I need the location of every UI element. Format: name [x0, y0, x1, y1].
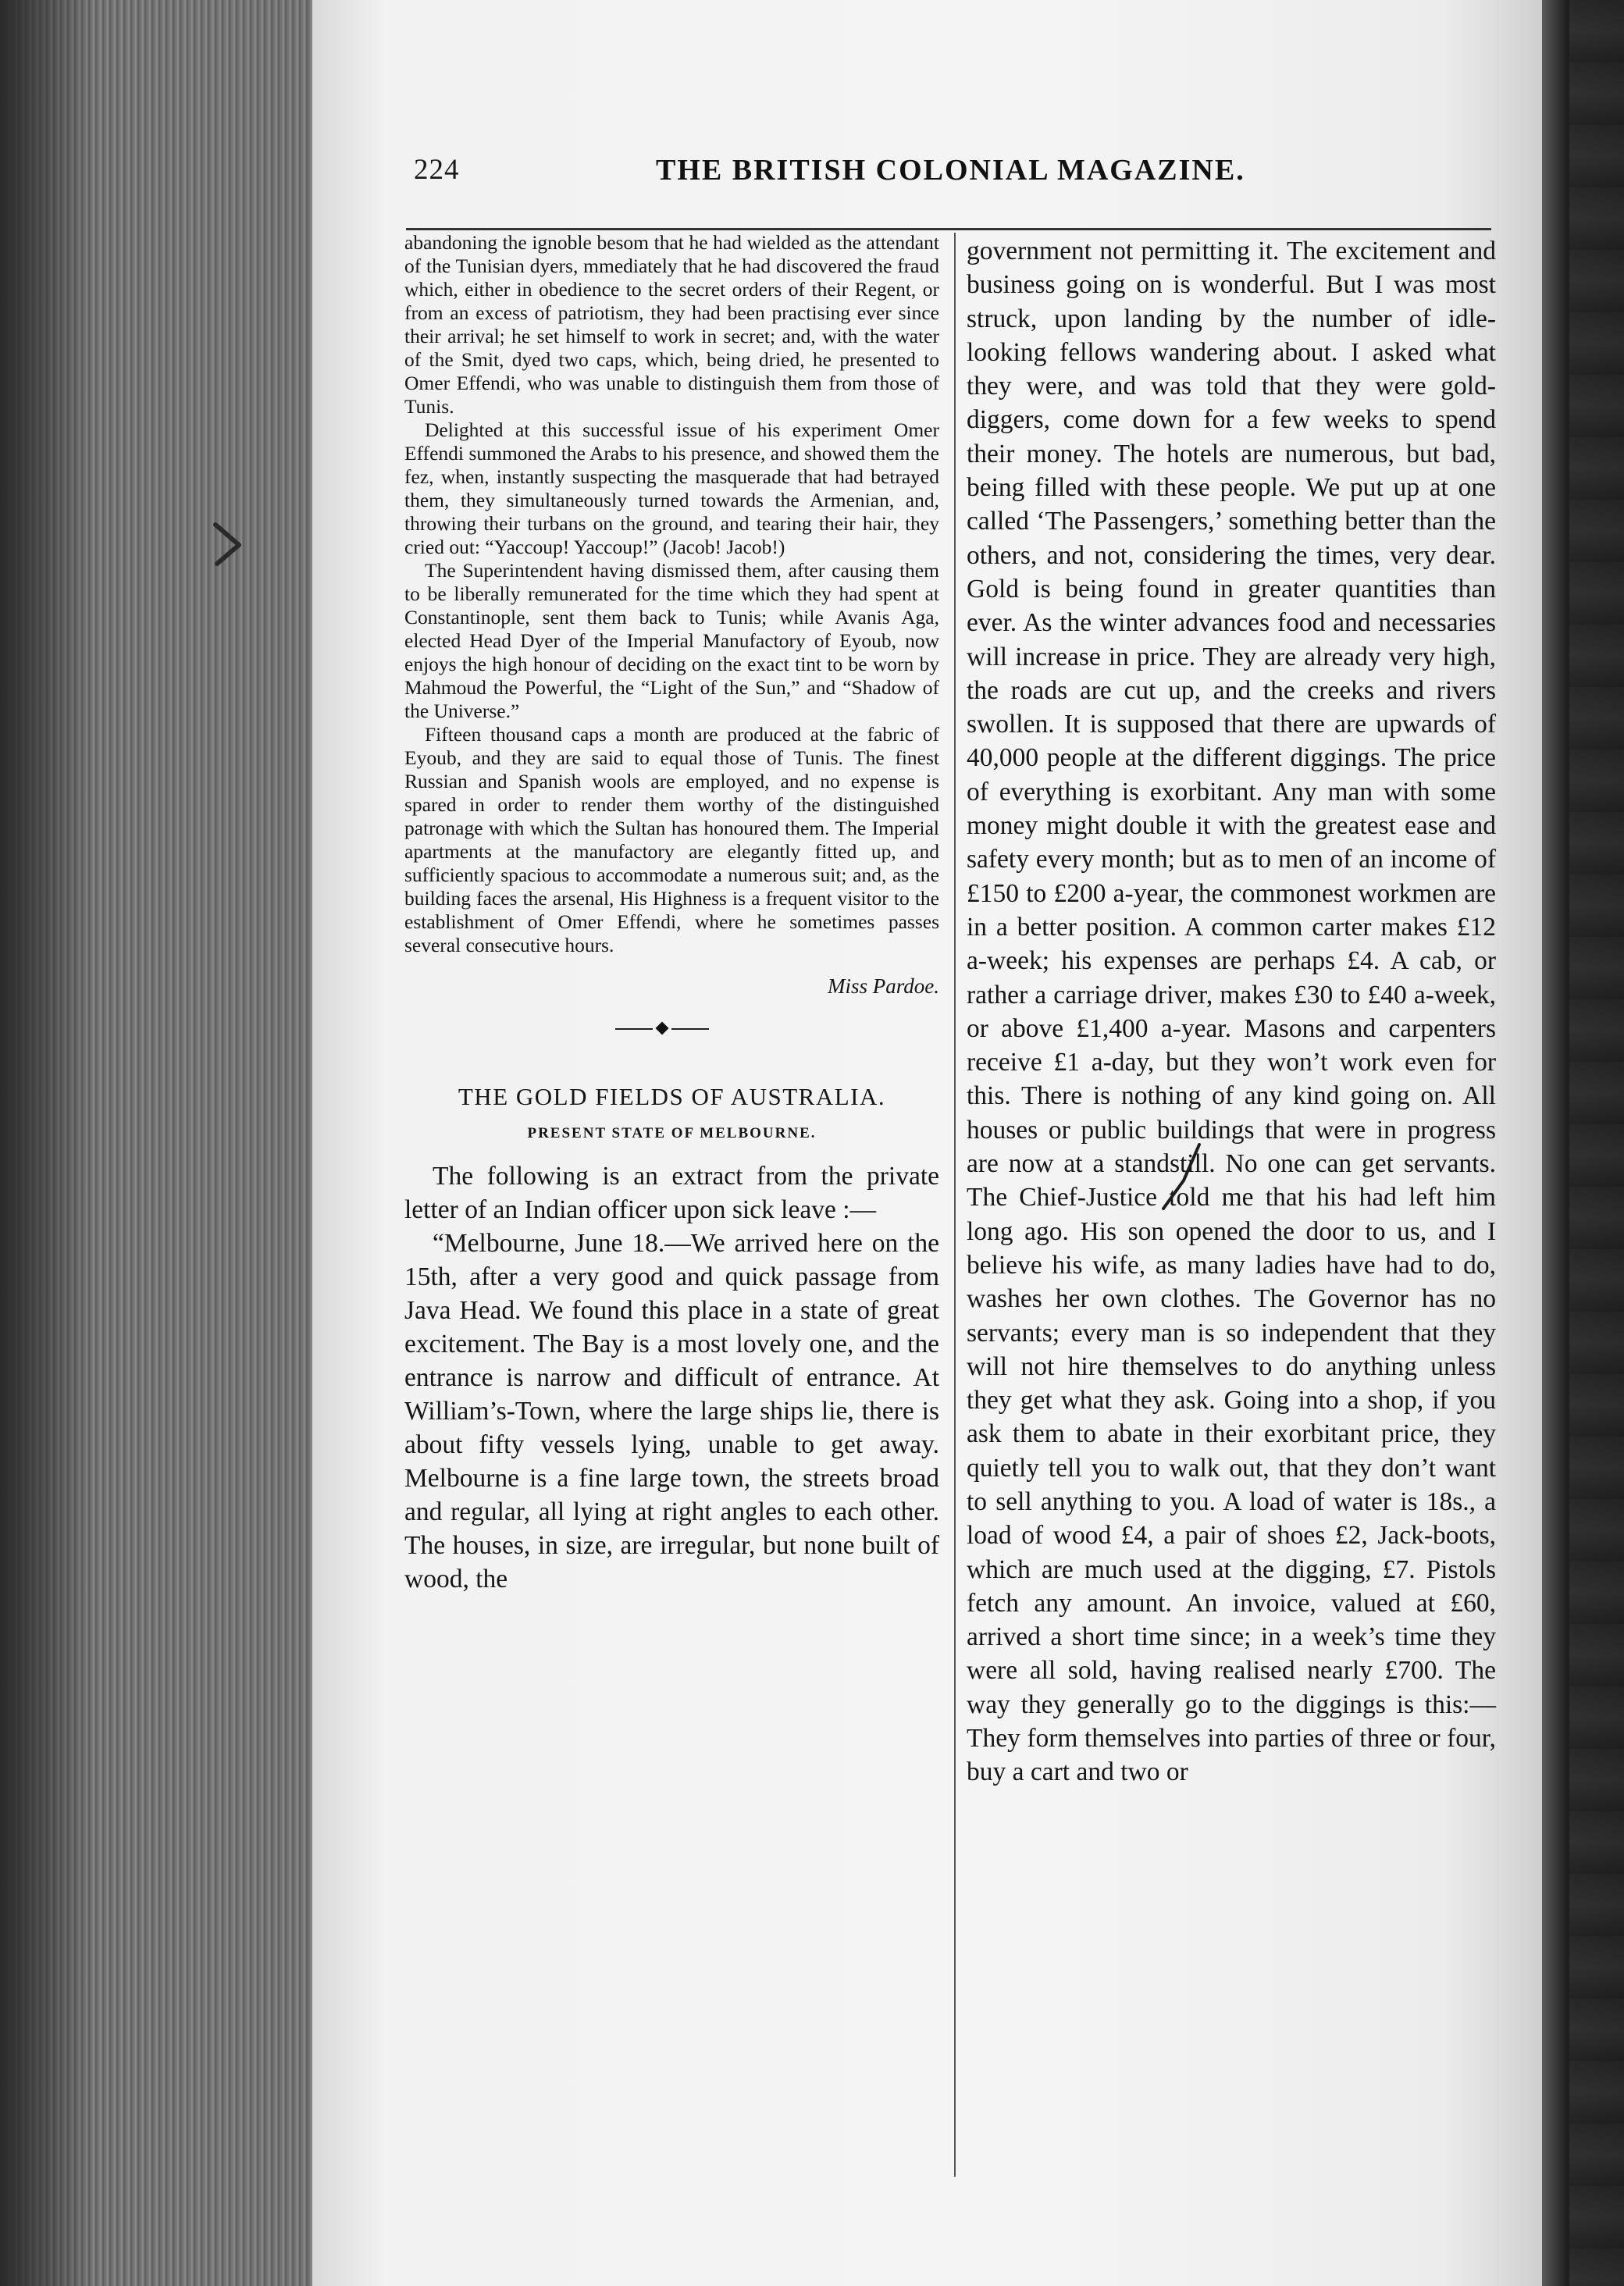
facing-page-edge: [1569, 0, 1624, 2286]
edge-shadow: [0, 0, 94, 2286]
pen-stroke-mark: [1156, 1141, 1210, 1212]
column-divider: [954, 233, 956, 2177]
paragraph: abandoning the ignoble besom that he had wielded as the attendant of the Tunisian dyers, mmediately that he had discovered the fraud which, either in obedience to the secret orders of their Regent, or from an excess of patriotism, they had been practising ever since their arrival; he set himself to work in secret; and, with the water of the Smit, dyed two caps, which, being dried, he presented to Omer Effendi, who was unable to distinguish them from those of Tunis.: [404, 231, 939, 418]
article-intro: The following is an extract from the private letter of an Indian officer upon sick leave :—: [404, 1162, 939, 1224]
article-title: THE GOLD FIELDS OF AUSTRALIA.: [458, 1083, 886, 1110]
ornament-line-right: [671, 1028, 709, 1030]
header-rule: [406, 228, 1491, 230]
page-number: 224: [414, 154, 460, 186]
letter-paragraph: “Melbourne, June 18.—We arrived here on the 15th, after a very good and quick passage from Java Head. We found this place in a state of great excitement. The Bay is a most lovely one, and the entrance is narrow and difficult of entrance. At William’s-Town, where the large ships lie, there is about fifty vessels lying, unable to get away. Melbourne is a fine large town, the streets broad and regular, all lying at right angles to each other. The houses, in size, are irregular, but none built of wood, the: [404, 1229, 939, 1593]
article-subtitle: PRESENT STATE OF MELBOURNE.: [527, 1125, 817, 1141]
ornament-line-left: [615, 1028, 653, 1030]
author-signature: Miss Pardoe.: [828, 974, 939, 998]
paragraph: The Superintendent having dismissed them, after causing them to be liberally remunerated for the time which they had spent at Constantinople, sent them back to Tunis; while Avanis Aga, elected Head Dyer of the Imperial Manufactory of Eyoub, now enjoys the high honour of deciding on the exact tint to be worn by Mahmoud the Powerful, the “Light of the Sun,” and “Shadow of the Universe.”: [404, 559, 939, 722]
left-column: [404, 231, 939, 1596]
paragraph: Fifteen thousand caps a month are produced at the fabric of Eyoub, and they are said to equal those of Tunis. The finest Russian and Spanish wools are employed, and no expense is spared in order to render them worthy of the distinguished patronage with which the Sultan has honoured them. The Imperial apartments at the manufactory are elegantly fitted up, and sufficiently spacious to accommodate a numerous suit; and, as the building faces the arsenal, His Highness is a frequent visitor to the establishment of Omer Effendi, where he sometimes passes several consecutive hours.: [404, 723, 939, 956]
page-header: [414, 153, 1499, 200]
section-ornament: [404, 1016, 939, 1042]
letter-continuation: government not permitting it. The excitement and business going on is wonderful. But I was most struck, upon landing by the number of idle-looking fellows wandering about. I asked what they were, and was told that they were gold-diggers, come down for a few weeks to spend their money. The hotels are numerous, but bad, being filled with these people. We put up at one called ‘The Passengers,’ something better than the others, and not, considering the times, very dear. Gold is being found in greater quantities than ever. As the winter advances food and necessaries will increase in price. They are already very high, the roads are cut up, and the creeks and rivers swollen. It is supposed that there are upwards of 40,000 people at the different diggings. The price of everything is exorbitant. Any man with some money might double it with the greatest ease and safety every month; but as to men of an income of £150 to £200 a-year, the commonest workmen are in a better position. A common carter makes £12 a-week; his expenses are perhaps £4. A cab, or rather a carriage driver, makes £30 to £40 a-week, or above £1,400 a-year. Masons and carpenters receive £1 a-day, but they won’t work even for this. There is nothing of any kind going on. All houses or public buildings that were in progress are now at a standstill. No one can get servants. The Chief-Justice told me that his had left him long ago. His son opened the door to us, and I believe his wife, as many ladies have had to do, washes her own clothes. The Governor has no servants; every man is so independent that they will not hire themselves to do anything unless they get what they ask. Going into a shop, if you ask them to abate in their exorbitant price, they quietly tell you to walk out, that they don’t want to sell anything to you. A load of water is 18s., a load of wood £4, a pair of shoes £2, Jack-boots, which are much used at the digging, £7. Pistols fetch any amount. An invoice, valued at £60, arrived a short time since; in a week’s time they were all sold, having realised nearly £700. The way they generally go to the diggings is this:—They form themselves into parties of three or four, buy a cart and two or: [967, 237, 1496, 1787]
paragraph: Delighted at this successful issue of his experiment Omer Effendi summoned the Arabs to his presence, and showed them the fez, when, instantly suspecting the masquerade that had betrayed them, they simultaneously turned towards the Armenian, and, throwing their turbans on the ground, and tearing their hair, they cried out: “Yaccoup! Yaccoup!” (Jacob! Jacob!): [404, 418, 939, 558]
ornament-diamond: [656, 1022, 669, 1035]
margin-chevron-mark: [212, 522, 244, 567]
right-column: [967, 234, 1496, 1789]
running-title: THE BRITISH COLONIAL MAGAZINE.: [656, 154, 1245, 187]
